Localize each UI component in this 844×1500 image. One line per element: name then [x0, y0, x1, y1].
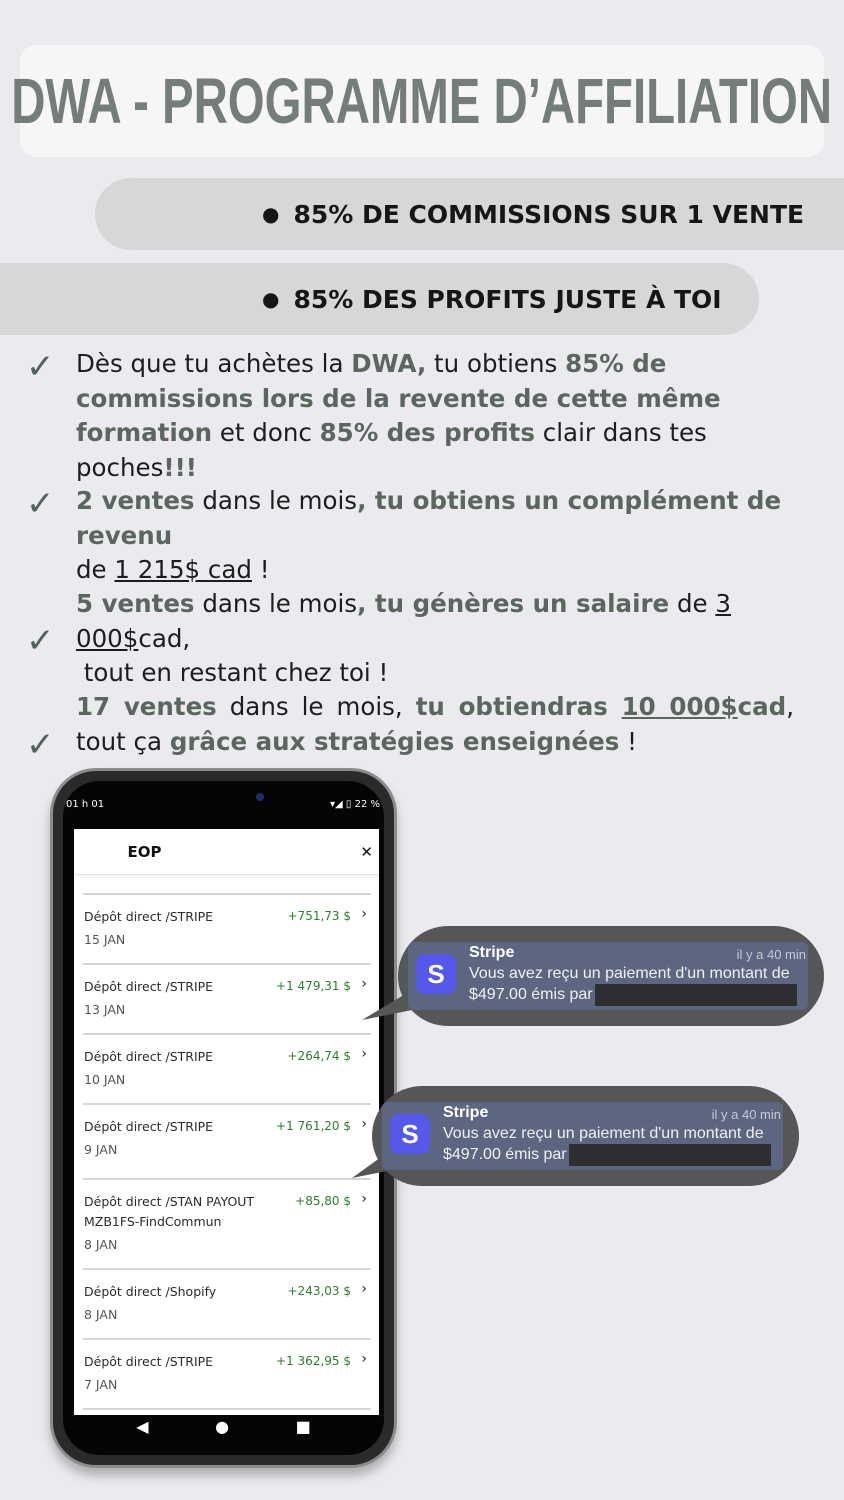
text-bold: tu obtiendras	[415, 692, 622, 721]
status-time: 01 h 01	[66, 799, 105, 810]
transaction-desc: Dépôt direct /STRIPE	[84, 979, 214, 994]
transaction-amount: +1 362,95 $	[276, 1354, 351, 1368]
account-title-text: EOP	[127, 842, 162, 861]
text-bold: , tu obtiens un complément de revenu	[76, 486, 782, 550]
transaction-date: 10 JAN	[84, 1072, 126, 1087]
text-bold: 2 ventes	[76, 486, 195, 515]
transaction-date: 13 JAN	[84, 1002, 126, 1017]
home-icon[interactable]: ●	[215, 1416, 230, 1436]
phone-mockup	[50, 768, 397, 1468]
redacted-block	[595, 984, 797, 1006]
text: et donc	[212, 418, 320, 447]
transaction-desc: Dépôt direct /STAN PAYOUT	[84, 1194, 255, 1209]
text: tout en restant chez toi !	[83, 658, 389, 687]
transaction-list[interactable]	[74, 895, 379, 1410]
list-separator	[83, 875, 371, 895]
page-title: DWA - PROGRAMME D’AFFILIATION	[11, 65, 833, 137]
paragraph-commissions	[76, 347, 794, 485]
notification-line: Vous avez reçu un paiement d'un montant de	[443, 1125, 764, 1142]
phone-frame	[63, 781, 384, 1455]
android-navbar	[63, 1409, 384, 1443]
notification-bubble	[372, 1086, 799, 1186]
amount-underlined: 1 215$ cad	[114, 555, 252, 584]
transaction-amount: +1 479,31 $	[276, 979, 351, 993]
transaction-date: 15 JAN	[84, 932, 126, 947]
bank-app-screen	[74, 829, 379, 1415]
chevron-right-icon: ›	[361, 1351, 367, 1367]
notification-body	[469, 964, 814, 1006]
chevron-right-icon: ›	[361, 1281, 367, 1297]
transaction-row[interactable]	[83, 1340, 371, 1410]
transaction-desc: Dépôt direct /Shopify	[84, 1284, 217, 1299]
text: de	[669, 589, 716, 618]
chevron-right-icon: ›	[361, 976, 367, 992]
check-icon: ✓	[26, 621, 55, 661]
transaction-desc: Dépôt direct /STRIPE	[84, 1354, 214, 1369]
transaction-date: 8 JAN	[84, 1307, 118, 1322]
bullet-icon: ●	[262, 287, 280, 311]
chevron-right-icon: ›	[361, 1191, 367, 1207]
notification-line: $497.00 émis par	[443, 1146, 567, 1164]
transaction-row[interactable]	[83, 895, 371, 965]
notification-app: Stripe	[443, 1104, 489, 1121]
text-bold: 85% de commissions lors de la revente de cette même formation	[76, 349, 721, 447]
text: dans le mois,	[216, 692, 416, 721]
text: !	[619, 726, 637, 756]
transaction-row[interactable]	[83, 965, 371, 1035]
text: de	[76, 555, 115, 584]
text-bold: !!!	[163, 452, 197, 482]
notification-app: Stripe	[469, 944, 515, 961]
transaction-date: 8 JAN	[84, 1237, 118, 1252]
transaction-amount: +264,74 $	[287, 1049, 351, 1063]
bullet-pill-profits	[0, 263, 759, 335]
recents-icon[interactable]: ■	[295, 1416, 311, 1436]
screen-header	[74, 829, 379, 875]
text: !	[251, 555, 270, 584]
check-icon: ✓	[26, 725, 55, 765]
text-bold: cad	[737, 692, 787, 721]
transaction-desc-2: MZB1FS-FindCommun	[84, 1214, 222, 1229]
notification-line: $497.00 émis par	[469, 986, 593, 1004]
back-icon[interactable]: ◀	[136, 1416, 149, 1436]
check-icon: ✓	[26, 484, 55, 524]
text: dans le mois	[194, 486, 358, 515]
text-bold: 17 ventes	[76, 692, 217, 721]
notification-body	[443, 1124, 788, 1166]
text: clair dans tes poches	[76, 418, 707, 482]
text: dans le mois	[194, 589, 358, 618]
transaction-desc: Dépôt direct /STRIPE	[84, 1049, 214, 1064]
text: tu obtiens	[426, 349, 566, 378]
status-indicators: ▾◢ ▯ 22 %	[330, 799, 380, 810]
bullet-pill-commissions	[95, 178, 844, 250]
notification-time: il y a 40 min	[711, 1107, 781, 1122]
bullet-text: 85% DES PROFITS JUSTE À TOI	[293, 284, 722, 314]
text-bold: DWA,	[351, 349, 427, 378]
text: cad,	[138, 623, 191, 653]
amount-underlined: 10 000$	[621, 692, 738, 721]
transaction-desc: Dépôt direct /STRIPE	[84, 1119, 214, 1134]
transaction-amount: +243,03 $	[287, 1284, 351, 1298]
transaction-amount: +1 761,20 $	[276, 1119, 351, 1133]
text-bold: 85% des profits	[319, 418, 535, 447]
close-icon[interactable]: ✕	[360, 842, 373, 861]
transaction-desc: Dépôt direct /STRIPE	[84, 909, 214, 924]
text-bold: 5 ventes	[76, 589, 195, 618]
chevron-right-icon: ›	[361, 906, 367, 922]
stripe-app-icon: S	[416, 954, 456, 994]
stripe-app-icon: S	[390, 1114, 430, 1154]
redacted-block	[569, 1144, 771, 1166]
text-bold: , tu génères un salaire	[357, 589, 670, 618]
transaction-row[interactable]	[83, 1035, 371, 1105]
title-banner	[11, 45, 833, 157]
transaction-amount: +85,80 $	[295, 1194, 351, 1208]
bullet-text: 85% DE COMMISSIONS SUR 1 VENTE	[293, 199, 805, 229]
notification-line: Vous avez reçu un paiement d'un montant de	[469, 965, 790, 982]
paragraph-5-ventes	[76, 587, 794, 691]
transaction-row[interactable]	[83, 1180, 371, 1270]
bullet-icon: ●	[262, 202, 280, 226]
transaction-row[interactable]	[83, 1105, 371, 1180]
account-title	[74, 843, 161, 861]
text: Dès que tu achètes la	[76, 349, 352, 378]
phone-notch	[141, 781, 296, 813]
notification-bubble	[398, 926, 824, 1026]
amount-underlined: 3 000$	[76, 589, 731, 653]
paragraph-17-ventes	[76, 690, 794, 759]
notification-time: il y a 40 min	[736, 947, 806, 962]
chevron-right-icon: ›	[361, 1116, 367, 1132]
transaction-date: 9 JAN	[84, 1142, 118, 1157]
text-bold: grâce aux stratégies enseignées	[169, 726, 620, 756]
transaction-row[interactable]	[83, 1270, 371, 1340]
paragraph-2-ventes	[76, 484, 794, 588]
camera-icon	[256, 793, 264, 801]
transaction-date: 7 JAN	[84, 1377, 118, 1392]
text: , tout ça	[76, 692, 794, 756]
transaction-amount: +751,73 $	[287, 909, 351, 923]
chevron-right-icon: ›	[361, 1046, 367, 1062]
check-icon: ✓	[26, 347, 55, 387]
